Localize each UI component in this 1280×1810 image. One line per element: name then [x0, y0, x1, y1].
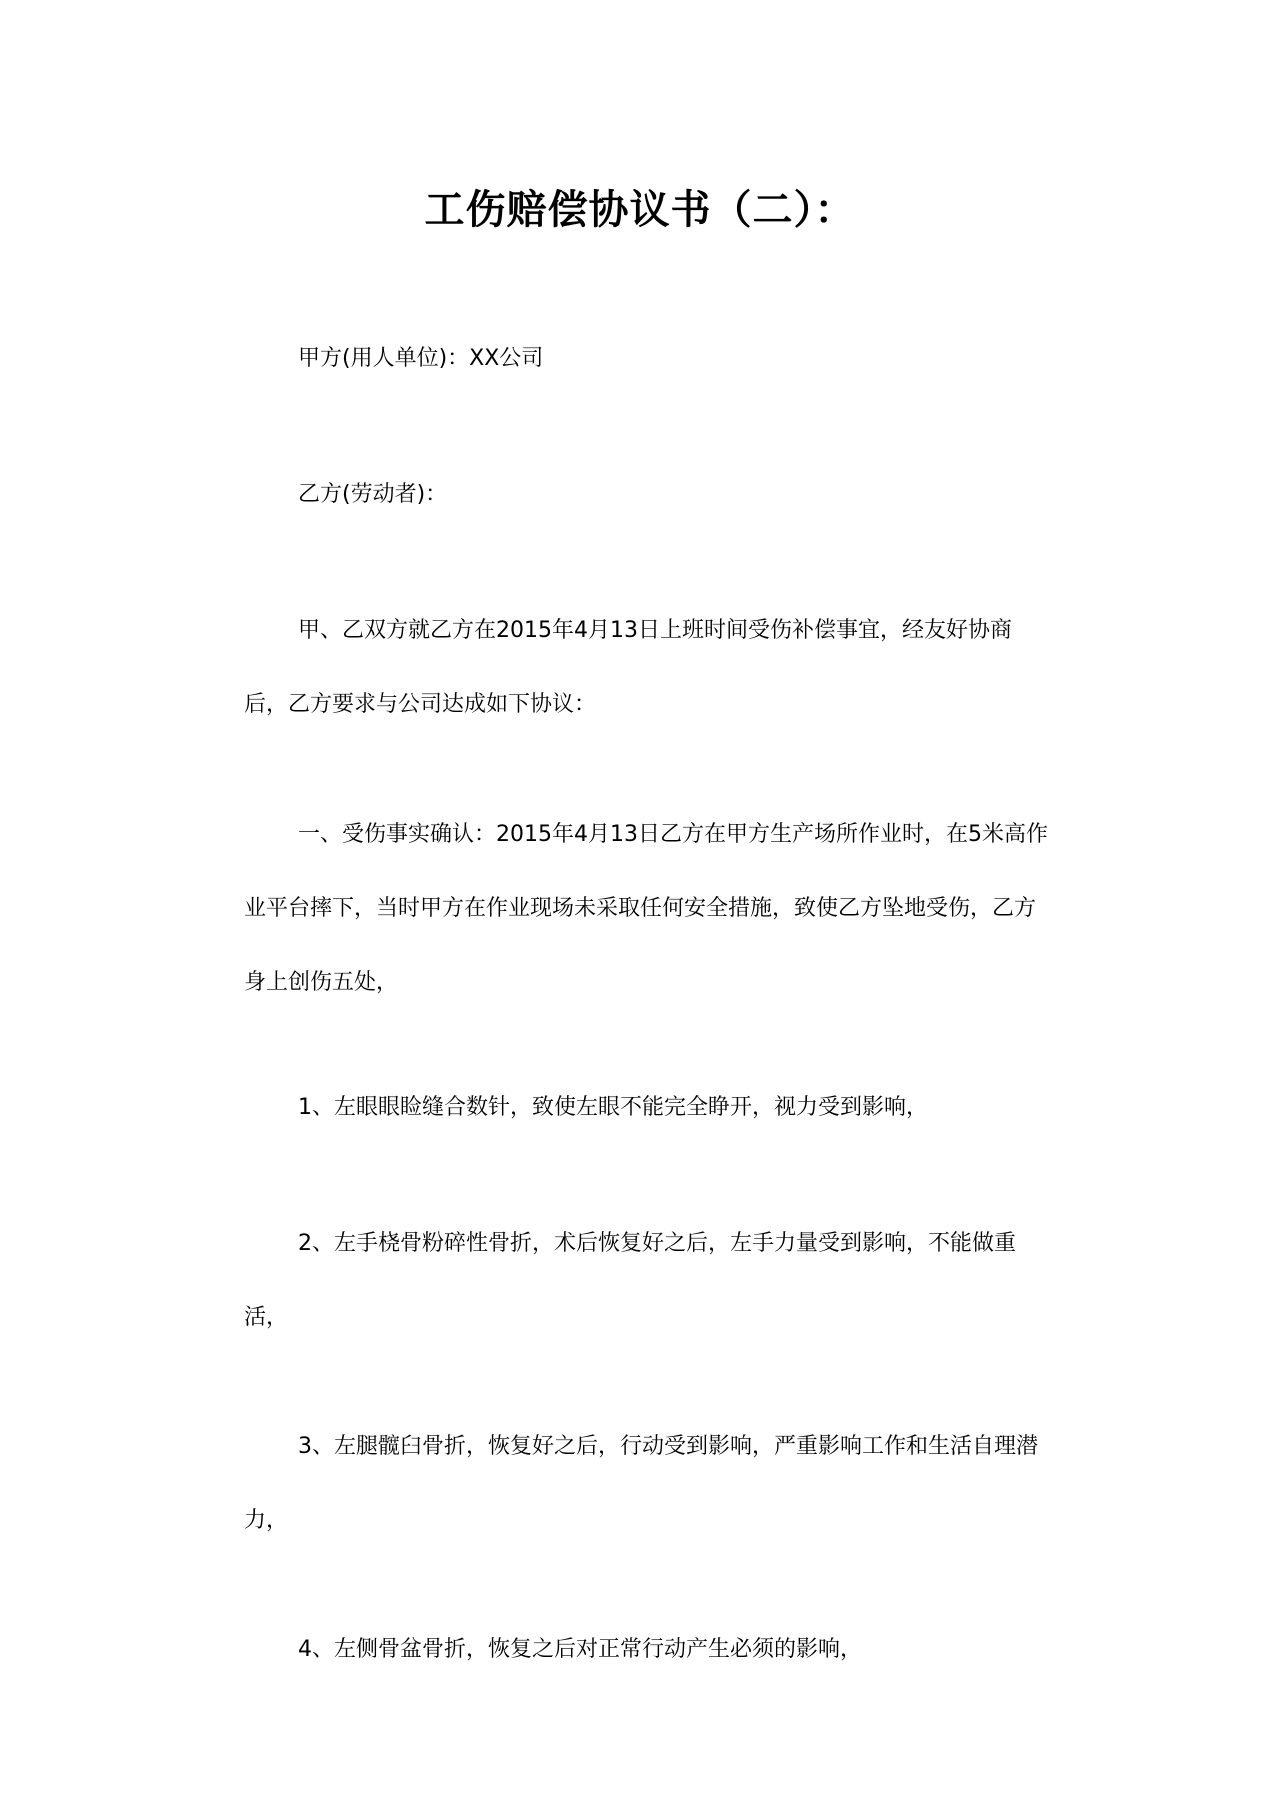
injury-item-3: 3、左腿髋臼骨折，恢复好之后，行动受到影响，严重影响工作和生活自理潜力， [244, 1434, 1038, 1533]
intro-paragraph: 甲、乙双方就乙方在2015年4月13日上班时间受伤补偿事宜，经友好协商后，乙方要求与公司达成如下协议： [244, 618, 1012, 717]
injury-item-1: 1、左眼眼睑缝合数针，致使左眼不能完全睁开，视力受到影响， [298, 1095, 928, 1120]
injury-item-2: 2、左手桡骨粉碎性骨折，术后恢复好之后，左手力量受到影响，不能做重活， [244, 1231, 1016, 1330]
clause-1-paragraph: 一、受伤事实确认：2015年4月13日乙方在甲方生产场所作业时，在5米高作业平台摔下，当时甲方在作业现场未采取任何安全措施，致使乙方坠地受伤，乙方身上创伤五处， [244, 822, 1048, 995]
party-a-line: 甲方(用人单位)：XX公司 [298, 346, 544, 371]
injury-item-4: 4、左侧骨盆骨折，恢复之后对正常行动产生必须的影响， [298, 1637, 862, 1662]
document-title: 工伤赔偿协议书（二）： [424, 186, 856, 233]
party-b-line: 乙方(劳动者)： [298, 482, 448, 507]
